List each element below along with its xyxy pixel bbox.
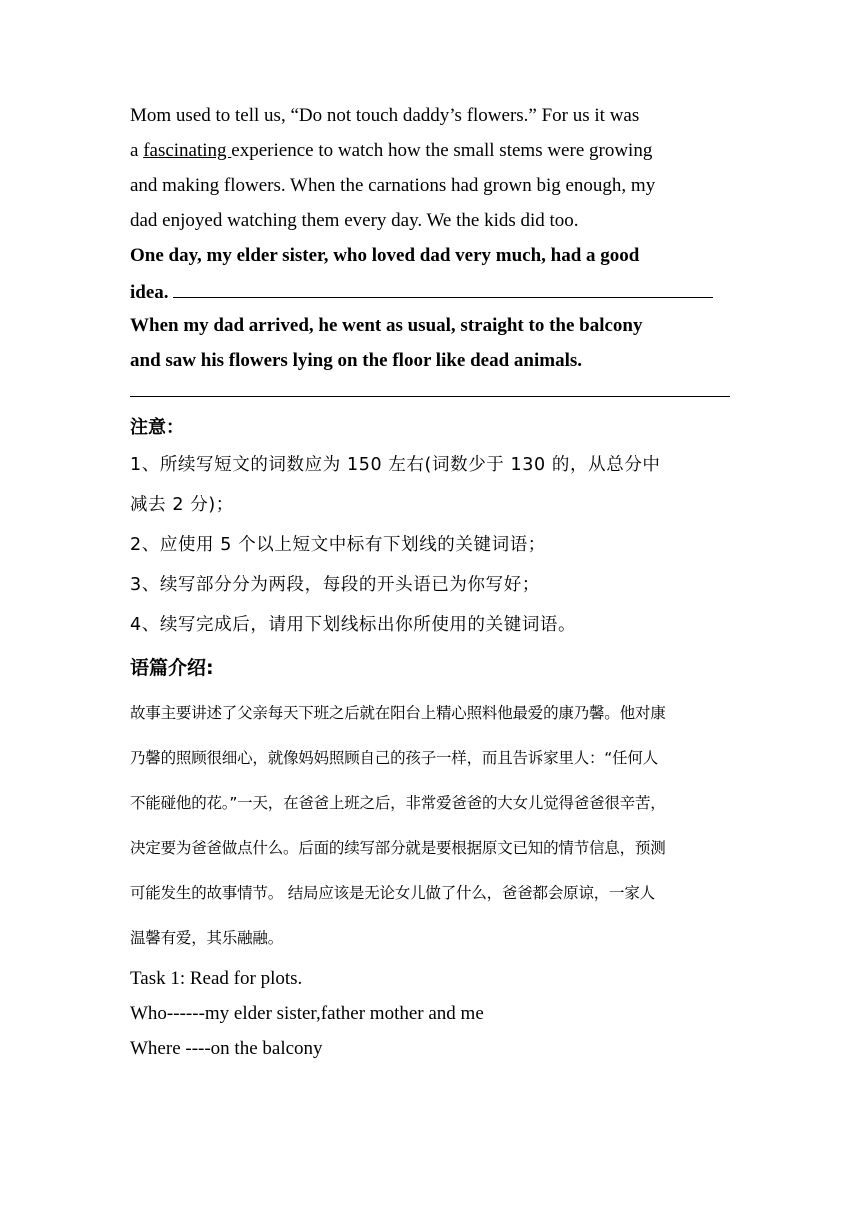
intro-line: 可能发生的故事情节。 结局应该是无论女儿做了什么，爸爸都会原谅，一家人 (130, 884, 655, 902)
notes-section (130, 411, 730, 645)
note-item-4: 4、续写完成后，请用下划线标出你所使用的关键词语。 (130, 615, 577, 635)
writing-blank-2[interactable] (130, 388, 730, 397)
intro-line: 决定要为爸爸做点什么。后面的续写部分就是要根据原文已知的情节信息，预测 (130, 839, 666, 857)
intro-section (130, 645, 730, 961)
writing-blank-1[interactable] (173, 273, 713, 298)
intro-heading: 语篇介绍: (130, 657, 214, 679)
story-text (130, 98, 730, 397)
story-line: dad enjoyed watching them every day. We the kids did too. (130, 210, 579, 231)
intro-line: 故事主要讲述了父亲每天下班之后就在阳台上精心照料他最爱的康乃馨。他对康 (130, 704, 666, 722)
task-title: Task 1: Read for plots. (130, 968, 303, 989)
notes-heading: 注意： (130, 417, 184, 438)
story-line: Mom used to tell us, “Do not touch daddy’s flowers.” For us it was (130, 105, 640, 126)
note-item-3: 3、续写部分分为两段，每段的开头语已为你写好； (130, 575, 540, 595)
task-where: Where ----on the balcony (130, 1038, 323, 1059)
note-item-1: 1、所续写短文的词数应为 150 左右(词数少于 130 的，从总分中 (130, 455, 661, 475)
document-page (130, 98, 730, 1066)
paragraph-1-opening-continued (130, 273, 730, 308)
note-item-1-continued: 减去 2 分)； (130, 495, 234, 515)
note-item-2: 2、应使用 5 个以上短文中标有下划线的关键词语； (130, 535, 546, 555)
paragraph-1-idea: idea. (130, 282, 174, 303)
task-section (130, 961, 730, 1066)
story-line: and making flowers. When the carnations had grown big enough, my (130, 175, 656, 196)
intro-line: 不能碰他的花。”一天，在爸爸上班之后，非常爱爸爸的大女儿觉得爸爸很辛苦， (130, 794, 666, 812)
keyword-fascinating: fascinating (143, 140, 232, 161)
paragraph-2-opening: When my dad arrived, he went as usual, straight to the balcony (130, 315, 643, 336)
task-who: Who------my elder sister,father mother and me (130, 1003, 484, 1024)
paragraph-1-opening: One day, my elder sister, who loved dad very much, had a good (130, 245, 640, 266)
story-line-suffix: experience to watch how the small stems were growing (231, 140, 653, 161)
story-line (130, 133, 730, 168)
intro-line: 温馨有爱，其乐融融。 (130, 929, 284, 947)
story-line-prefix: a (130, 140, 144, 161)
intro-line: 乃馨的照顾很细心，就像妈妈照顾自己的孩子一样，而且告诉家里人：“任何人 (130, 749, 659, 767)
paragraph-2-opening-continued: and saw his flowers lying on the floor like dead animals. (130, 350, 583, 371)
